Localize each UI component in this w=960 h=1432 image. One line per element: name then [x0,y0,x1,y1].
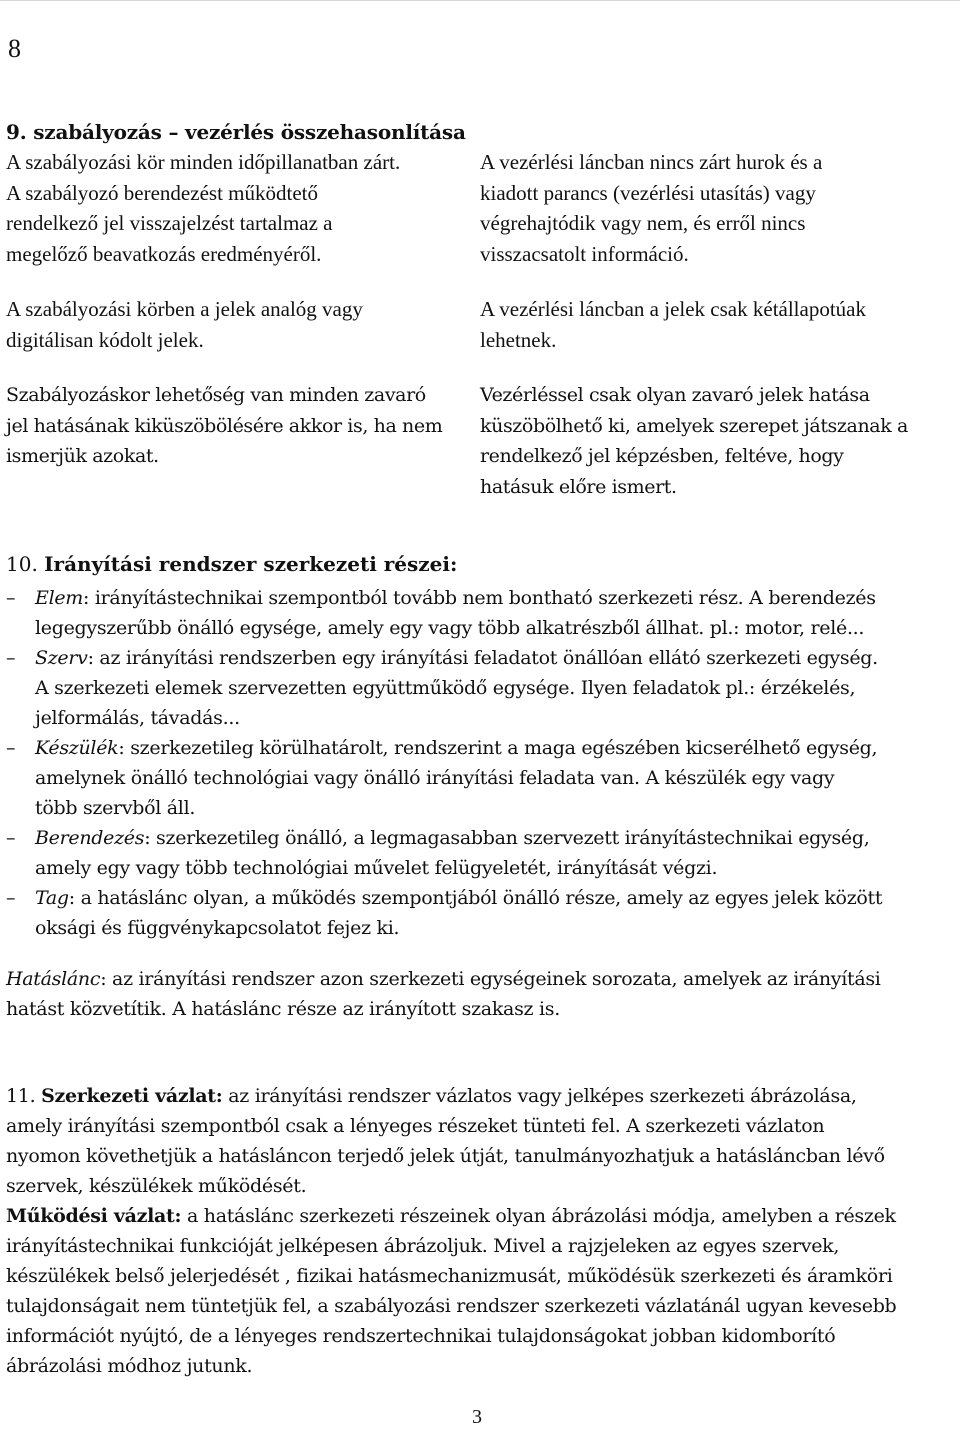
text-line: több szervből áll. [35,797,196,819]
dash-bullet: – [6,737,16,759]
section-title: Szerkezeti vázlat: [41,1085,223,1107]
right-col-block1 [480,147,956,269]
dash-bullet: – [6,887,16,909]
text-line: küszöbölhető ki, amelyek szerepet játszanak a [480,414,908,437]
text-line: lehetnek. [480,327,557,352]
list-item-berendezes [6,823,956,883]
list-item-tag [6,883,956,943]
section-title: Irányítási rendszer szerkezeti részei: [44,552,458,576]
subsection-title: Működési vázlat: [6,1205,182,1227]
text-line: Szabályozáskor lehetőség van minden zavaró [6,384,426,406]
text-line: szervek, készülékek működését. [6,1175,307,1197]
section-9-heading: 9. szabályozás – vezérlés összehasonlítása [6,120,466,144]
text-line: A szerkezeti elemek szervezetten együttműködő egysége. Ilyen feladatok pl.: érzékelés, [35,677,856,699]
text-line: jelformálás, távadás... [35,707,240,729]
dash-bullet: – [6,827,16,849]
section-number: 10. [6,552,38,576]
term: Készülék [35,737,119,759]
text-line: amelynek önálló technológiai vagy önálló irányítási feladata van. A készülék egy vagy [35,767,835,789]
list-item-keszulek [6,733,956,823]
text-line: A szabályozási körben a jelek analóg vagy [6,297,363,321]
section-number: 11. [6,1085,36,1107]
left-col-block3 [6,380,486,472]
term: Hatáslánc [6,968,101,990]
list-item-elem [6,583,956,643]
dash-bullet: – [6,587,16,609]
text-line: : az irányítási rendszerben egy irányítási feladatot önállóan ellátó szerkezeti egység. [87,647,878,669]
text-line: : szerkezetileg körülhatárolt, rendszerint a maga egészében kicserélhető egység, [118,737,878,759]
list-item-szerv [6,643,956,733]
left-col-block2 [6,294,486,355]
right-col-block2 [480,294,956,355]
text-line: visszacsatolt információ. [480,241,689,266]
term: Elem [35,587,84,609]
text-line: jel hatásának kiküszöbölésére akkor is, ha nem [6,414,443,437]
component-list [6,583,956,943]
text-line: készülékek belső jelerjedését , fizikai hatásmechanizmusát, működésük szerkezeti és áramköri [6,1265,893,1287]
text-line: kiadott parancs (vezérlési utasítás) vagy [480,180,816,205]
text-line: ábrázolási módhoz jutunk. [6,1355,253,1377]
text-line: rendelkező jel visszajelzést tartalmaz a [6,211,333,235]
text-line: oksági és függvénykapcsolatot fejez ki. [35,917,400,939]
dash-bullet: – [6,647,16,669]
hataslanc-paragraph [6,964,956,1024]
text-line: rendelkező jel képzésben, feltéve, hogy [480,445,844,467]
text-line: információt nyújtó, de a lényeges rendszertechnikai tulajdonságokat jobban kidomborító [6,1325,836,1347]
text-line: amely egy vagy több technológiai művelet felügyeletét, irányítását végzi. [35,857,718,879]
text-line: A vezérlési láncban a jelek csak kétállapotúak [480,297,866,321]
text-line: A vezérlési láncban nincs zárt hurok és a [480,150,823,174]
text-line: tulajdonságait nem tüntetjük fel, a szabályozási rendszer szerkezeti vázlatánál ugyan kevesebb [6,1295,897,1317]
text-line: : a hatáslánc olyan, a működés szempontjából önálló része, amely az egyes jelek között [68,887,883,909]
text-line: A szabályozó berendezést működtető [6,180,318,205]
term: Szerv [35,647,88,669]
text-line: hatásuk előre ismert. [480,475,677,498]
text-line: Vezérléssel csak olyan zavaró jelek hatása [480,384,870,406]
text-line: ismerjük azokat. [6,445,159,467]
page-number-bottom: 3 [472,1406,482,1428]
text-line: legegyszerűbb önálló egysége, amely egy vagy több alkatrészből állhat. pl.: motor, relé... [35,617,865,639]
section-11-paragraph [6,1081,956,1381]
text-line: irányítástechnikai funkcióját jelképesen ábrázoljuk. Mivel a rajzjeleken az egyes szervek, [6,1235,840,1257]
text-line: A szabályozási kör minden időpillanatban zárt. [6,150,401,174]
text-line: hatást közvetítik. A hatáslánc része az irányított szakasz is. [6,998,560,1020]
text-line: megelőző beavatkozás eredményéről. [6,241,322,266]
section-10-heading [6,552,457,576]
top-border [0,0,960,1]
text-line: : szerkezetileg önálló, a legmagasabban szervezett irányítástechnikai egység, [144,827,870,849]
text-line: az irányítási rendszer vázlatos vagy jelképes szerkezeti ábrázolása, [222,1085,857,1107]
text-line: : irányítástechnikai szempontból tovább nem bontható szerkezeti rész. A berendezés [83,587,876,609]
page-number-top: 8 [8,34,21,63]
left-col-block1 [6,147,486,269]
text-line: digitálisan kódolt jelek. [6,327,204,352]
text-line: végrehajtódik vagy nem, és erről nincs [480,211,806,235]
text-line: nyomon követhetjük a hatásláncon terjedő jelek útját, tanulmányozhatjuk a hatásláncban lévő [6,1145,885,1167]
term: Tag [35,887,69,909]
text-line: a hatáslánc szerkezeti részeinek olyan ábrázolási módja, amelyben a részek [181,1205,896,1227]
text-line: : az irányítási rendszer azon szerkezeti egységeinek sorozata, amelyek az irányítási [100,968,881,990]
right-col-block3 [480,380,956,502]
text-line: amely irányítási szempontból csak a lényeges részeket tünteti fel. A szerkezeti vázlaton [6,1115,825,1137]
term: Berendezés [35,827,145,849]
